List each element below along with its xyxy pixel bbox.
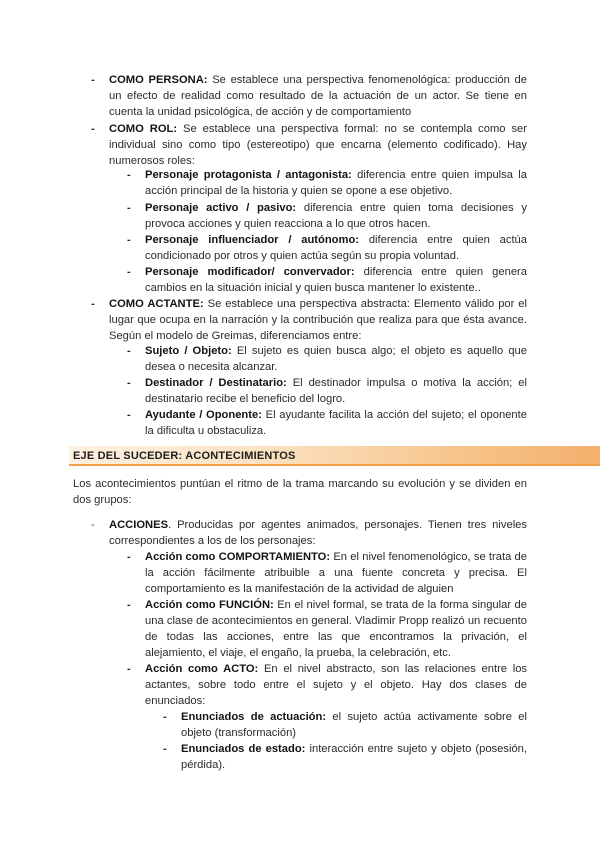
item-text: Se establece una perspectiva fenomenológica: producción de un efecto de realidad como resultado de la actuación de un actor. Se tiene en cuenta la unidad psicológica, de acción y de comportamiento bbox=[109, 74, 527, 118]
item-title: Personaje activo / pasivo: bbox=[145, 202, 297, 214]
bullet-dash: - bbox=[91, 123, 95, 135]
list-item-rol-3 bbox=[145, 232, 527, 264]
bullet-dash: - bbox=[127, 599, 131, 611]
item-title: Enunciados de actuación: bbox=[181, 711, 327, 723]
item-text: diferencia entre quien actúa condicionado por otros y quien actúa según su propia voluntad. bbox=[145, 234, 527, 262]
list-item-rol-4 bbox=[145, 264, 527, 296]
bullet-dash: - bbox=[127, 409, 131, 421]
list-item-accion-3 bbox=[145, 661, 527, 709]
bullet-dash: - bbox=[127, 377, 131, 389]
bullet-dash: - bbox=[127, 202, 131, 214]
item-title: Personaje influenciador / autónomo: bbox=[145, 234, 360, 246]
item-title: Personaje modificador/ convervador: bbox=[145, 266, 355, 278]
item-text: diferencia entre quien genera cambios en la situación inicial y quien busca mantener lo existente.. bbox=[145, 266, 527, 294]
item-title: Destinador / Destinatario: bbox=[145, 377, 287, 389]
list-item-persona bbox=[109, 72, 527, 120]
item-title: COMO ACTANTE: bbox=[109, 298, 204, 310]
list-item-actante-2 bbox=[145, 375, 527, 407]
item-text: interacción entre sujeto y objeto (posesión, pérdida). bbox=[181, 743, 528, 771]
bullet-dash: - bbox=[127, 169, 131, 181]
item-title: ACCIONES bbox=[109, 519, 169, 531]
bullet-dash: - bbox=[163, 711, 167, 723]
item-text: El ayudante facilita la acción del sujeto; el oponente la dificulta u obstaculiza. bbox=[145, 409, 527, 437]
item-title: Ayudante / Oponente: bbox=[145, 409, 262, 421]
item-text: Se establece una perspectiva abstracta: Elemento válido por el lugar que ocupa en la narración y la contribución que realiza para que ésta avance. Según el modelo de Greimas, diferenciamos entre: bbox=[109, 298, 528, 342]
item-text: el sujeto actúa activamente sobre el objeto (transformación) bbox=[181, 711, 527, 739]
list-item-rol-2 bbox=[145, 200, 527, 232]
item-text: El destinador impulsa o motiva la acción; el destinatario recibe el beneficio del logro. bbox=[145, 377, 527, 405]
item-title: Personaje protagonista / antagonista: bbox=[145, 169, 352, 181]
bullet-dash: - bbox=[91, 74, 95, 86]
list-item-actante-1 bbox=[145, 343, 527, 375]
bullet-dash: - bbox=[163, 743, 167, 755]
section-heading-underline bbox=[69, 464, 600, 466]
list-item-rol-1 bbox=[145, 167, 527, 199]
item-title: Enunciados de estado: bbox=[181, 743, 306, 755]
bullet-dash: - bbox=[127, 234, 131, 246]
item-title: COMO PERSONA: bbox=[109, 74, 208, 86]
bullet-dash: - bbox=[127, 663, 131, 675]
bullet-dash: - bbox=[127, 266, 131, 278]
item-text: . Producidas por agentes animados, personajes. Tienen tres niveles correspondientes a los de los personajes: bbox=[109, 519, 527, 547]
item-title: Acción como COMPORTAMIENTO: bbox=[145, 551, 331, 563]
item-text: El sujeto es quien busca algo; el objeto es aquello que desea o necesita alcanzar. bbox=[145, 345, 528, 373]
list-item-actante bbox=[109, 296, 527, 344]
item-text: Se establece una perspectiva formal: no se contempla como ser individual sino como tipo (estereotipo) que encarna (elemento codificado). Hay numerosos roles: bbox=[109, 123, 527, 167]
list-item-accion-1 bbox=[145, 549, 527, 597]
bullet-dash: - bbox=[127, 551, 131, 563]
item-text: En el nivel formal, se trata de la forma singular de una clase de acontecimientos en general. Vladimir Propp realizó un recuento de todas las acciones, entre las que encontramos la privación, el alejamiento, el viaje, el engaño, la prueba, la celebración, etc. bbox=[145, 599, 527, 659]
list-item-accion-2 bbox=[145, 597, 527, 661]
item-title: Acción como ACTO: bbox=[145, 663, 259, 675]
item-text: En el nivel abstracto, son las relaciones entre los actantes, sobre todo entre el sujeto y el objeto. Hay dos clases de enunciados: bbox=[145, 663, 528, 707]
bullet-dash: - bbox=[91, 298, 95, 310]
list-item-enunciado-1 bbox=[181, 709, 527, 741]
list-item-actante-3 bbox=[145, 407, 527, 439]
item-text: diferencia entre quien toma decisiones y provoca acciones y quien reacciona a lo que otros hacen. bbox=[145, 202, 527, 230]
section-heading: EJE DEL SUCEDER: ACONTECIMIENTOS bbox=[73, 450, 296, 462]
list-item-acciones bbox=[109, 517, 527, 549]
list-item-rol bbox=[109, 121, 527, 169]
item-text: En el nivel fenomenológico, se trata de la acción fácilmente atribuible a una fuente concreta y precisa. El comportamiento es la manifestación de la actividad de alguien bbox=[145, 551, 527, 595]
item-text: diferencia entre quien impulsa la acción principal de la historia y quien se opone a ese objetivo. bbox=[145, 169, 528, 197]
item-title: COMO ROL: bbox=[109, 123, 178, 135]
list-item-enunciado-2 bbox=[181, 741, 527, 773]
item-title: Sujeto / Objeto: bbox=[145, 345, 232, 357]
bullet-hyphen: - bbox=[91, 519, 95, 531]
section-intro: Los acontecimientos puntúan el ritmo de la trama marcando su evolución y se dividen en dos grupos: bbox=[73, 478, 527, 506]
item-title: Acción como FUNCIÓN: bbox=[145, 599, 274, 611]
bullet-dash: - bbox=[127, 345, 131, 357]
